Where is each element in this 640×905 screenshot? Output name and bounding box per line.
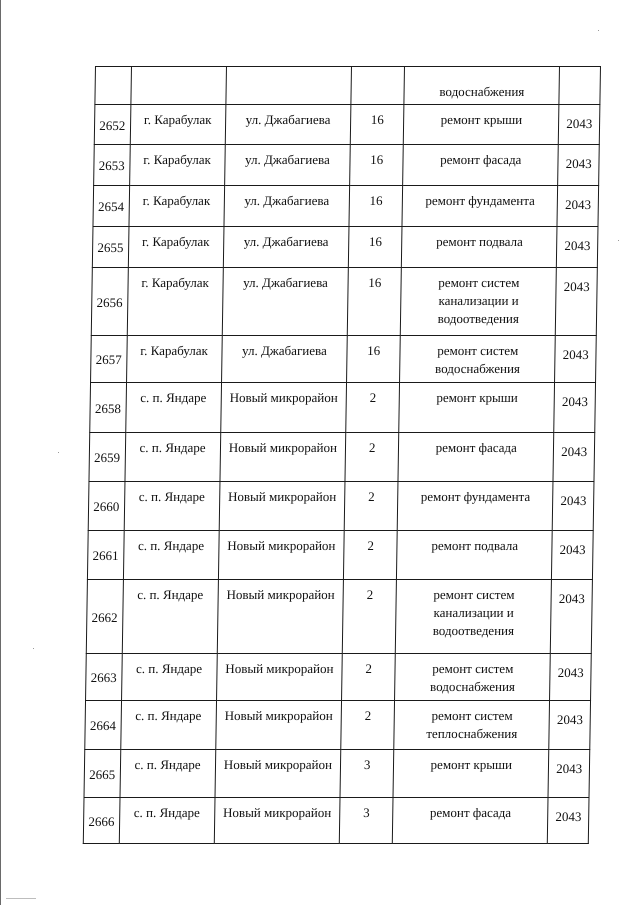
cell-street: ул. Джабагиева [223, 227, 349, 268]
cell-num: 2663 [86, 654, 122, 701]
cell-house: 16 [350, 145, 404, 186]
table-row [91, 268, 597, 336]
cell-city [130, 67, 226, 105]
cell-city: с. п. Яндаре [122, 580, 218, 654]
cell-street: ул. Джабагиева [222, 268, 349, 336]
cell-year: 2043 [555, 336, 596, 383]
cell-work: ремонт фасада [392, 798, 548, 844]
table-row [88, 482, 594, 531]
cell-year: 2043 [552, 531, 593, 580]
cell-house: 2 [344, 531, 398, 580]
cell-year: 2043 [550, 654, 591, 701]
cell-work: ремонт фасада [403, 145, 559, 186]
cell-work: ремонт фундамента [397, 482, 553, 531]
cell-house: 16 [349, 186, 403, 227]
cell-work: ремонт подвала [401, 227, 557, 268]
cell-num: 2653 [94, 145, 130, 186]
cell-num: 2664 [85, 701, 121, 750]
cell-num: 2665 [84, 750, 120, 798]
scan-speck [598, 30, 599, 31]
cell-house: 2 [342, 654, 396, 701]
cell-year [559, 67, 600, 105]
cell-year: 2043 [551, 580, 593, 654]
cell-year: 2043 [557, 227, 598, 268]
cell-city: с. п. Яндаре [120, 750, 216, 798]
scan-speck [618, 240, 619, 241]
cell-year: 2043 [556, 268, 598, 336]
cell-num: 2658 [90, 383, 126, 433]
cell-city: г. Карабулак [129, 186, 225, 227]
cell-house: 2 [345, 433, 399, 482]
cell-work: ремонт крыши [403, 105, 559, 145]
cell-house: 16 [348, 268, 402, 336]
table-row [85, 701, 591, 750]
cell-street [225, 67, 351, 105]
cell-num: 2656 [91, 268, 128, 336]
cell-year: 2043 [553, 433, 594, 482]
cell-city: с. п. Яндаре [121, 654, 217, 701]
cell-city: г. Карабулак [126, 336, 222, 383]
cell-city: с. п. Яндаре [125, 433, 221, 482]
table-row [86, 580, 592, 654]
cell-work: ремонт крыши [393, 750, 549, 798]
cell-street: Новый микрорайон [218, 531, 344, 580]
cell-street: Новый микрорайон [220, 433, 346, 482]
cell-year: 2043 [558, 145, 599, 186]
cell-year: 2043 [548, 750, 589, 798]
cell-street: Новый микрорайон [217, 580, 344, 654]
cell-num: 2655 [92, 227, 128, 268]
table-body [83, 67, 600, 844]
cell-house: 16 [351, 105, 405, 145]
cell-city: с. п. Яндаре [123, 531, 219, 580]
table-row [89, 433, 595, 482]
cell-work: ремонт подвала [397, 531, 553, 580]
table-row [83, 798, 589, 844]
cell-city: г. Карабулак [128, 227, 224, 268]
cell-street: Новый микрорайон [216, 654, 342, 701]
scan-speck [58, 452, 59, 453]
cell-street: ул. Джабагиева [225, 105, 351, 145]
cell-house: 3 [340, 798, 394, 844]
cell-work: ремонт фундамента [402, 186, 558, 227]
cell-work: ремонт крыши [399, 383, 555, 433]
cell-street: ул. Джабагиева [224, 186, 350, 227]
cell-year: 2043 [557, 186, 598, 227]
cell-num: 2660 [88, 482, 124, 531]
cell-city: г. Карабулак [129, 145, 225, 186]
scan-speck [33, 648, 34, 649]
table-row [94, 145, 600, 186]
cell-street: Новый микрорайон [220, 383, 346, 433]
cell-work: ремонт систем водоснабжения [395, 654, 551, 701]
cell-work: ремонт систем канализации и водоотведения [395, 580, 551, 654]
cell-street: ул. Джабагиева [221, 336, 347, 383]
table-row [86, 654, 592, 701]
cell-year: 2043 [559, 105, 600, 145]
cell-street: Новый микрорайон [215, 701, 341, 750]
cell-num: 2659 [89, 433, 125, 482]
cell-house [351, 67, 404, 105]
cell-house: 3 [340, 750, 394, 798]
cell-city: с. п. Яндаре [119, 798, 215, 844]
cell-year: 2043 [554, 383, 595, 433]
cell-house: 2 [346, 383, 400, 433]
cell-num: 2654 [93, 186, 129, 227]
cell-year: 2043 [549, 701, 590, 750]
cell-num: 2662 [86, 580, 123, 654]
table-row [87, 531, 593, 580]
cell-house: 2 [343, 580, 397, 654]
cell-city: с. п. Яндаре [125, 383, 221, 433]
table-row-continued [95, 67, 601, 105]
cell-house: 2 [341, 701, 395, 750]
cell-city: г. Карабулак [130, 105, 226, 145]
cell-work: водоснабжения [404, 67, 560, 105]
repair-schedule-table [83, 66, 601, 844]
scan-speck [6, 898, 36, 899]
cell-year: 2043 [553, 482, 594, 531]
cell-num: 2661 [87, 531, 123, 580]
cell-street: ул. Джабагиева [224, 145, 350, 186]
page-edge [0, 0, 1, 905]
cell-work: ремонт систем водоснабжения [400, 336, 556, 383]
cell-city: с. п. Яндаре [120, 701, 216, 750]
cell-num [95, 67, 131, 105]
cell-num: 2666 [83, 798, 119, 844]
cell-house: 16 [347, 336, 401, 383]
cell-num: 2657 [91, 336, 127, 383]
cell-city: г. Карабулак [127, 268, 223, 336]
table-row [91, 336, 597, 383]
table-row [92, 227, 598, 268]
cell-city: с. п. Яндаре [124, 482, 220, 531]
table-row [94, 105, 600, 145]
table-row [90, 383, 596, 433]
cell-work: ремонт систем теплоснабжения [394, 701, 550, 750]
cell-house: 16 [349, 227, 403, 268]
cell-work: ремонт фасада [398, 433, 554, 482]
cell-year: 2043 [548, 798, 589, 844]
cell-work: ремонт систем канализации и водоотведения [400, 268, 556, 336]
table-row [84, 750, 590, 798]
cell-street: Новый микрорайон [214, 798, 340, 844]
table-row [93, 186, 599, 227]
cell-num: 2652 [94, 105, 130, 145]
cell-street: Новый микрорайон [219, 482, 345, 531]
cell-house: 2 [344, 482, 398, 531]
cell-street: Новый микрорайон [215, 750, 341, 798]
